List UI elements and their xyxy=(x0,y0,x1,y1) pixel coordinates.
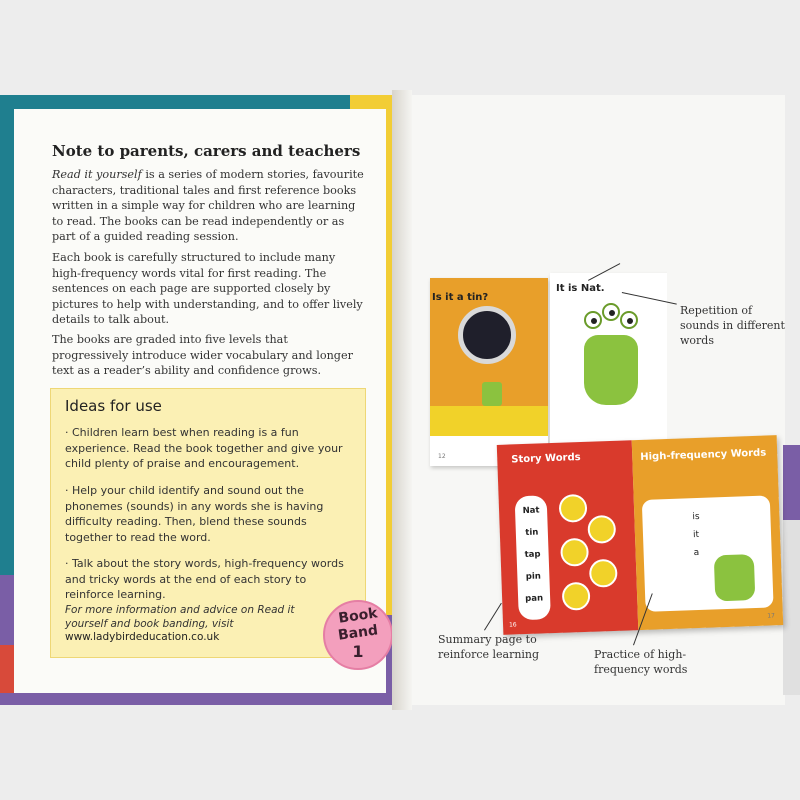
high-frequency-word: is xyxy=(692,511,700,523)
book-band-badge xyxy=(323,600,393,670)
left-purple-bar xyxy=(0,575,14,645)
high-frequency-word: it xyxy=(692,529,700,541)
monster-eye xyxy=(584,311,602,329)
series-name: Read it yourself xyxy=(52,168,142,181)
ideas-item: · Help your child identify and sound out the phonemes (sounds) in any words she is having difficulty reading. Then, blend these sounds together to read the word. xyxy=(65,484,324,544)
page-sentence: It is Nat. xyxy=(556,283,605,294)
picture-badge xyxy=(562,582,591,611)
story-word: tin xyxy=(525,527,539,538)
story-words-strip xyxy=(515,495,551,620)
bottom-purple-bar xyxy=(0,693,400,705)
monster-eye xyxy=(620,311,638,329)
high-frequency-word: a xyxy=(693,547,700,559)
page-number: 16 xyxy=(508,621,517,629)
monster-illustration xyxy=(714,554,756,601)
annotation-repetition: Repetition of sounds in different words xyxy=(680,304,785,347)
intro-paragraph xyxy=(52,167,364,245)
book-band-level: 1 xyxy=(352,642,364,661)
story-word: pan xyxy=(525,593,544,605)
picture-badge xyxy=(559,494,588,523)
ideas-item: · Talk about the story words, high-frequency words and tricky words at the end of each story to reinforce learning. xyxy=(65,557,344,601)
summary-spread xyxy=(497,435,783,635)
more-info-text: For more information and advice on Read it yourself and book banding, visit xyxy=(65,604,295,630)
ideas-title: Ideas for use xyxy=(65,397,162,415)
book-band-line2: Band xyxy=(337,622,379,644)
ideas-item-text: Help your child identify and sound out the phonemes (sounds) in any words she is having difficulty reading. Then, blend these sounds together to read the word. xyxy=(65,484,324,544)
left-page xyxy=(0,95,400,705)
ideas-item-text: Talk about the story words, high-frequency words and tricky words at the end of each story to reinforce learning. xyxy=(65,557,344,601)
ideas-box xyxy=(50,388,366,658)
note-title: Note to parents, carers and teachers xyxy=(52,142,361,160)
story-words-title: Story Words xyxy=(511,452,581,466)
annotation-practice: Practice of high-frequency words xyxy=(594,648,688,676)
annotation-summary: Summary page to reinforce learning xyxy=(438,633,540,661)
website-link[interactable]: www.ladybirdeducation.co.uk xyxy=(65,631,220,643)
ideas-item-text: Children learn best when reading is a fun experience. Read the book together and give your child plenty of praise and encouragement. xyxy=(65,426,343,470)
high-frequency-page xyxy=(632,435,784,630)
picture-badge xyxy=(560,538,589,567)
sample-page-tin xyxy=(430,278,548,466)
right-edge-grey xyxy=(783,520,800,695)
page-number: 17 xyxy=(767,612,776,620)
monster-illustration xyxy=(584,335,638,405)
story-word: pin xyxy=(525,571,542,583)
porthole-illustration xyxy=(458,306,516,364)
ideas-item: · Children learn best when reading is a fun experience. Read the book together and give your child plenty of praise and encouragement. xyxy=(65,426,343,470)
tin-monster-illustration xyxy=(482,382,502,406)
intro-text: is a series of modern stories, favourite characters, traditional tales and first reference books written in a simple way for children who are learning to read. The books can be read independently or as part of a guided reading session. xyxy=(52,168,364,243)
structure-paragraph: Each book is carefully structured to include many high-frequency words vital for first reading. The sentences on each page are supported closely by pictures to help with understanding, and to offer lively details to talk about. xyxy=(52,251,363,326)
picture-badge xyxy=(587,515,616,544)
book-band-line1: Book xyxy=(337,605,379,627)
right-edge-purple xyxy=(783,445,800,520)
sample-page-blank xyxy=(667,265,783,445)
book-gutter xyxy=(392,90,412,710)
page-number: 12 xyxy=(438,453,446,460)
high-frequency-panel xyxy=(642,495,774,611)
picture-badge xyxy=(589,559,618,588)
story-word: Nat xyxy=(522,505,540,517)
top-teal-bar xyxy=(0,95,400,109)
story-words-page xyxy=(497,440,639,635)
high-frequency-title: High-frequency Words xyxy=(640,447,767,463)
levels-paragraph: The books are graded into five levels that progressively introduce wider vocabulary and longer text as a reader’s ability and confidence grows. xyxy=(52,333,353,377)
monster-eye xyxy=(602,303,620,321)
page-sentence: Is it a tin? xyxy=(432,292,489,303)
story-word: tap xyxy=(524,549,541,561)
floor-illustration xyxy=(430,406,548,436)
